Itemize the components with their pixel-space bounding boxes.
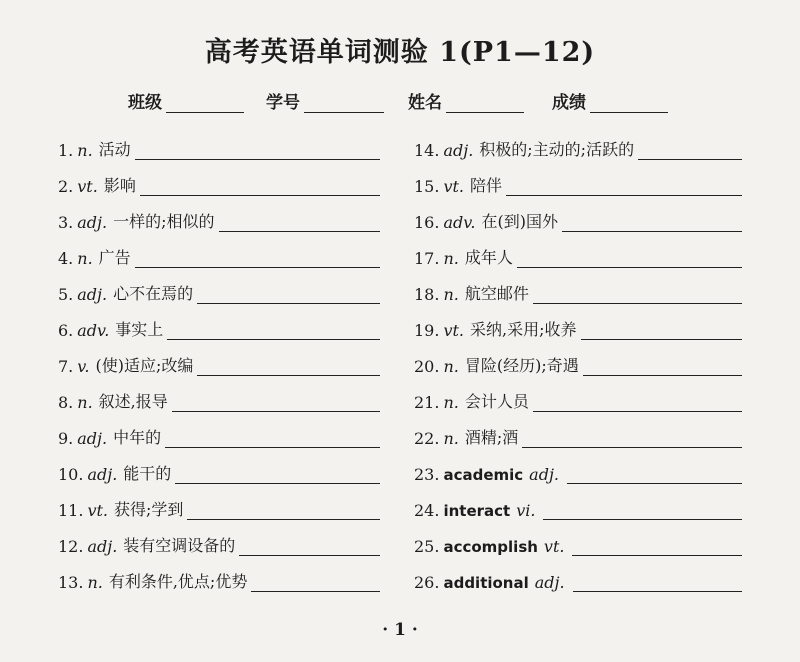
score-label: 成绩 [552, 93, 586, 113]
item-definition: 积极的;主动的;活跃的 [479, 140, 635, 159]
item-definition: 采纳,采用;收养 [470, 320, 577, 339]
answer-blank[interactable] [251, 573, 380, 592]
item-pos: adj. [77, 285, 108, 304]
item-definition: 在(到)国外 [481, 212, 558, 231]
item-number: 16. [414, 213, 440, 232]
list-item [414, 238, 742, 268]
answer-blank[interactable] [165, 429, 380, 448]
item-pos: vt. [443, 321, 465, 340]
item-number: 1. [58, 141, 74, 160]
list-item [58, 166, 380, 196]
name-label: 姓名 [408, 93, 442, 113]
answer-blank[interactable] [562, 213, 742, 232]
item-number: 25. [414, 537, 440, 556]
answer-blank[interactable] [197, 357, 380, 376]
item-number: 4. [58, 249, 74, 268]
item-word: interact [443, 502, 511, 520]
item-definition: 有利条件,优点;优势 [108, 572, 248, 591]
answer-blank[interactable] [140, 177, 380, 196]
item-number: 15. [414, 177, 440, 196]
item-definition: 陪伴 [470, 176, 503, 195]
item-definition: 能干的 [123, 464, 172, 483]
list-item [414, 166, 742, 196]
student-no-field[interactable] [266, 88, 384, 113]
item-definition: 中年的 [113, 428, 162, 447]
list-item [414, 346, 742, 376]
item-word: additional [443, 574, 529, 592]
item-definition: (使)适应;改编 [95, 356, 194, 375]
answer-blank[interactable] [172, 393, 380, 412]
word-item [414, 454, 742, 484]
list-item [414, 310, 742, 340]
item-pos: adv. [77, 321, 110, 340]
item-number: 11. [58, 501, 84, 520]
item-pos: n. [77, 249, 93, 268]
item-definition: 一样的;相似的 [113, 212, 215, 231]
item-number: 5. [58, 285, 74, 304]
item-pos: vt. [77, 177, 98, 196]
item-pos: adj. [77, 213, 108, 232]
item-number: 7. [58, 357, 74, 376]
item-number: 10. [58, 465, 84, 484]
item-pos: n. [443, 393, 459, 412]
class-blank[interactable] [166, 94, 244, 113]
list-item [58, 490, 380, 520]
list-item [58, 310, 380, 340]
list-item [58, 274, 380, 304]
list-item [58, 418, 380, 448]
list-item [58, 202, 380, 232]
item-pos: n. [443, 357, 459, 376]
word-item [414, 562, 742, 592]
item-number: 20. [414, 357, 440, 376]
item-definition: 冒险(经历);奇遇 [464, 356, 579, 375]
answer-blank[interactable] [567, 465, 742, 484]
item-number: 17. [414, 249, 440, 268]
item-pos: n. [87, 573, 103, 592]
item-number: 6. [58, 321, 74, 340]
answer-blank[interactable] [638, 141, 742, 160]
class-label: 班级 [128, 93, 162, 113]
item-number: 23. [414, 465, 440, 484]
item-number: 21. [414, 393, 440, 412]
answer-blank[interactable] [135, 249, 380, 268]
list-item [414, 202, 742, 232]
item-pos: adj. [87, 537, 118, 556]
answer-blank[interactable] [135, 141, 380, 160]
item-definition: 影响 [103, 176, 136, 195]
list-item [414, 382, 742, 412]
item-number: 26. [414, 573, 440, 592]
item-number: 3. [58, 213, 74, 232]
word-item [414, 526, 742, 556]
list-item [58, 562, 380, 592]
item-definition: 心不在焉的 [113, 284, 194, 303]
name-field[interactable] [408, 88, 524, 113]
answer-blank[interactable] [533, 393, 742, 412]
item-definition: 航空邮件 [464, 284, 529, 303]
item-pos: adj. [534, 573, 565, 592]
item-pos: v. [77, 357, 90, 376]
item-pos: n. [443, 285, 459, 304]
list-item [58, 382, 380, 412]
name-blank[interactable] [446, 94, 524, 113]
item-number: 24. [414, 501, 440, 520]
student-info-row [0, 88, 800, 114]
answer-blank[interactable] [581, 321, 743, 340]
item-number: 22. [414, 429, 440, 448]
list-item [414, 274, 742, 304]
item-pos: n. [77, 141, 93, 160]
list-item [414, 130, 742, 160]
answer-blank[interactable] [239, 537, 380, 556]
student-no-label: 学号 [266, 93, 300, 113]
list-item [414, 418, 742, 448]
item-definition: 活动 [98, 140, 131, 159]
item-pos: vt. [543, 537, 565, 556]
item-pos: vt. [87, 501, 109, 520]
item-definition: 会计人员 [464, 392, 529, 411]
item-definition: 装有空调设备的 [123, 536, 236, 555]
answer-blank[interactable] [543, 501, 742, 520]
item-definition: 成年人 [464, 248, 513, 267]
item-pos: adj. [443, 141, 474, 160]
page-title: 高考英语单词测验 1(P1—12) [204, 37, 596, 68]
answer-blank[interactable] [187, 501, 380, 520]
item-definition: 酒精;酒 [464, 428, 519, 447]
word-item [414, 490, 742, 520]
item-number: 2. [58, 177, 74, 196]
answer-blank[interactable] [517, 249, 742, 268]
answer-blank[interactable] [175, 465, 380, 484]
list-item [58, 454, 380, 484]
item-definition: 事实上 [115, 320, 164, 339]
item-pos: n. [77, 393, 93, 412]
item-word: accomplish [443, 538, 538, 556]
answer-blank[interactable] [572, 537, 742, 556]
answer-blank[interactable] [197, 285, 380, 304]
answer-blank[interactable] [219, 213, 381, 232]
page-number: · 1 · [382, 620, 418, 640]
item-definition: 获得;学到 [114, 500, 184, 519]
item-pos: vt. [443, 177, 465, 196]
item-definition: 叙述,报导 [98, 392, 168, 411]
item-pos: adv. [443, 213, 476, 232]
answer-blank[interactable] [506, 177, 742, 196]
item-number: 9. [58, 429, 74, 448]
answer-blank[interactable] [522, 429, 742, 448]
item-number: 18. [414, 285, 440, 304]
list-item [58, 526, 380, 556]
list-item [58, 130, 380, 160]
item-pos: adj. [77, 429, 108, 448]
item-number: 14. [414, 141, 440, 160]
answer-blank[interactable] [167, 321, 380, 340]
item-pos: adj. [529, 465, 559, 484]
item-definition: 广告 [98, 248, 131, 267]
list-item [58, 346, 380, 376]
list-item [58, 238, 380, 268]
item-pos: adj. [87, 465, 118, 484]
score-field[interactable] [552, 88, 668, 113]
item-number: 8. [58, 393, 74, 412]
answer-blank[interactable] [533, 285, 742, 304]
answer-blank[interactable] [583, 357, 742, 376]
answer-blank[interactable] [573, 573, 742, 592]
item-number: 19. [414, 321, 440, 340]
item-pos: vi. [516, 501, 536, 520]
score-blank[interactable] [590, 94, 668, 113]
item-pos: n. [443, 249, 459, 268]
item-word: academic [443, 466, 524, 484]
item-number: 13. [58, 573, 84, 592]
class-field[interactable] [128, 88, 244, 113]
student-no-blank[interactable] [304, 94, 384, 113]
item-number: 12. [58, 537, 84, 556]
item-pos: n. [443, 429, 459, 448]
